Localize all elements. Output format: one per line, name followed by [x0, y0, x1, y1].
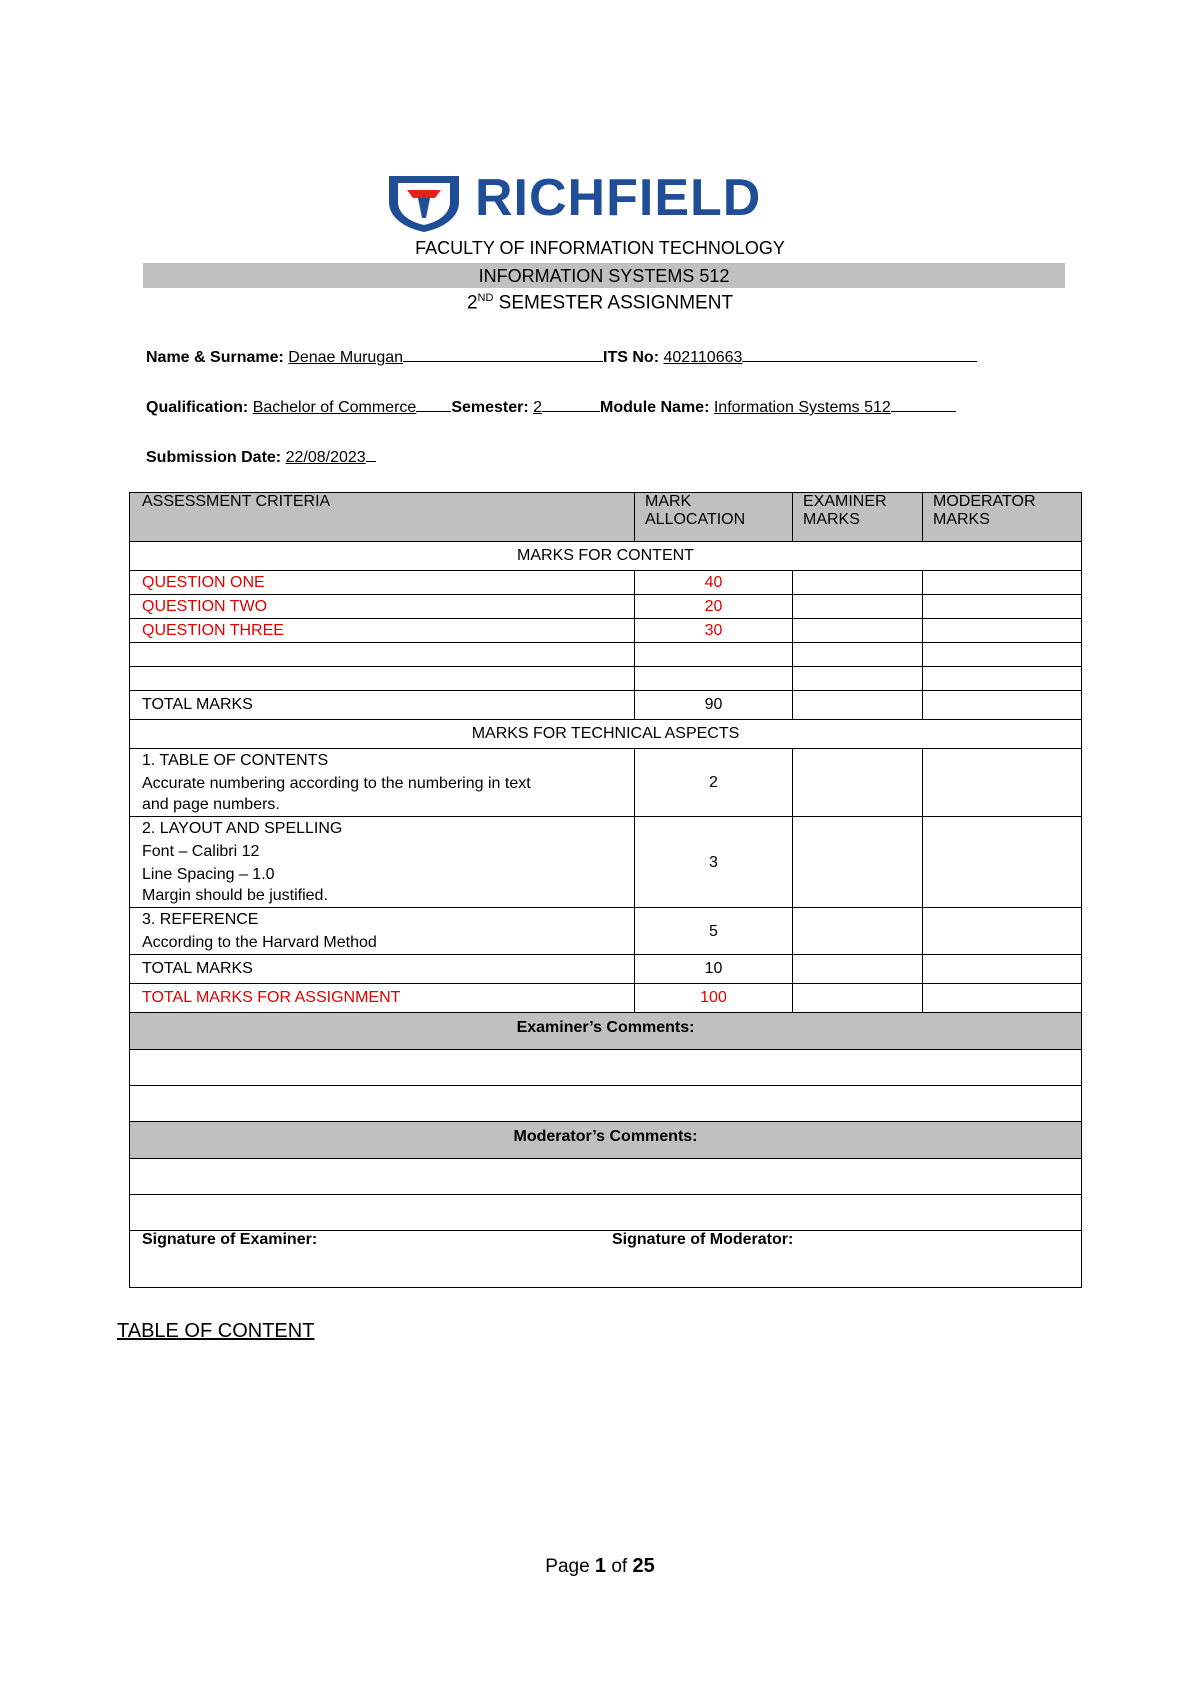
- qualification-row: [146, 397, 956, 417]
- logo-wordmark: RICHFIELD: [475, 169, 762, 227]
- submission-row: [146, 447, 376, 467]
- qualification-label: Qualification:: [146, 399, 249, 416]
- table-row: [130, 749, 1082, 817]
- assignment-total-label: TOTAL MARKS FOR ASSIGNMENT: [130, 984, 635, 1013]
- signature-examiner: Signature of Examiner:: [142, 1231, 318, 1248]
- module-title: INFORMATION SYSTEMS 512: [143, 263, 1065, 288]
- semester-text: SEMESTER ASSIGNMENT: [493, 292, 734, 314]
- content-total-label: TOTAL MARKS: [130, 691, 635, 720]
- technical-section-title: MARKS FOR TECHNICAL ASPECTS: [130, 720, 1082, 749]
- technical-criteria: [130, 817, 635, 908]
- assessment-table: [129, 492, 1082, 1288]
- technical-title: 2. LAYOUT AND SPELLING: [142, 820, 343, 837]
- moderator-mark-cell: [923, 595, 1082, 619]
- table-row: [130, 908, 1082, 955]
- question-mark: 20: [635, 595, 793, 619]
- moderator-comments-header: [130, 1122, 1082, 1159]
- table-row: [130, 817, 1082, 908]
- examiner-comment-line: [130, 1086, 1082, 1122]
- semester-value: 2: [533, 399, 543, 416]
- moderator-comment-line: [130, 1159, 1082, 1195]
- technical-line: Line Spacing – 1.0: [142, 866, 275, 883]
- page-total: 25: [632, 1555, 655, 1577]
- faculty-title: FACULTY OF INFORMATION TECHNOLOGY: [415, 238, 785, 258]
- toc-heading: TABLE OF CONTENT: [117, 1320, 315, 1342]
- examiner-mark-cell: [793, 619, 923, 643]
- question-label: QUESTION THREE: [130, 619, 635, 643]
- content-section-row: [130, 542, 1082, 571]
- signature-cell: [130, 1231, 1082, 1288]
- technical-line: and page numbers.: [142, 796, 280, 813]
- table-row: [130, 619, 1082, 643]
- name-value: Denae Murugan: [288, 349, 404, 366]
- assignment-total-value: 100: [635, 984, 793, 1013]
- technical-criteria: [130, 908, 635, 955]
- moderator-mark-cell: [923, 619, 1082, 643]
- examiner-comments-header: [130, 1013, 1082, 1050]
- semester-underline: [542, 397, 600, 412]
- shield-icon: [385, 172, 463, 234]
- moderator-comments-label: Moderator’s Comments:: [130, 1122, 1082, 1159]
- qualification-underline: [416, 397, 451, 412]
- technical-mark: 2: [635, 749, 793, 817]
- its-value: 402110663: [663, 349, 743, 366]
- module-value: Information Systems 512: [713, 399, 891, 416]
- its-label: ITS No:: [603, 349, 660, 366]
- its-underline: [742, 347, 977, 362]
- technical-section-row: [130, 720, 1082, 749]
- semester-label: Semester:: [451, 399, 529, 416]
- examiner-mark-cell: [793, 595, 923, 619]
- technical-criteria: [130, 749, 635, 817]
- table-header-row: [130, 493, 1082, 542]
- question-label: QUESTION ONE: [130, 571, 635, 595]
- examiner-mark-cell: [793, 571, 923, 595]
- signature-moderator: Signature of Moderator:: [612, 1231, 794, 1248]
- qualification-value: Bachelor of Commerce: [252, 399, 417, 416]
- module-label: Module Name:: [600, 399, 710, 416]
- technical-total-label: TOTAL MARKS: [130, 955, 635, 984]
- technical-mark: 5: [635, 908, 793, 955]
- name-row: [146, 347, 977, 367]
- question-mark: 30: [635, 619, 793, 643]
- semester-suffix: ND: [477, 292, 494, 304]
- page-footer: [0, 1555, 1200, 1578]
- header-examiner-marks: EXAMINER MARKS: [793, 493, 923, 542]
- technical-line: Margin should be justified.: [142, 887, 328, 904]
- technical-line: Font – Calibri 12: [142, 843, 260, 860]
- technical-title: 3. REFERENCE: [142, 911, 259, 928]
- of-label: of: [611, 1556, 628, 1577]
- empty-row: [130, 643, 1082, 667]
- name-underline: [403, 347, 603, 362]
- submission-value: 22/08/2023: [285, 449, 366, 466]
- examiner-comments-label: Examiner’s Comments:: [130, 1013, 1082, 1050]
- assignment-total-row: [130, 984, 1082, 1013]
- name-label: Name & Surname:: [146, 349, 284, 366]
- content-section-title: MARKS FOR CONTENT: [130, 542, 1082, 571]
- submission-label: Submission Date:: [146, 449, 282, 466]
- question-label: QUESTION TWO: [130, 595, 635, 619]
- table-row: [130, 571, 1082, 595]
- page-current: 1: [594, 1555, 607, 1577]
- technical-mark: 3: [635, 817, 793, 908]
- submission-underline: [366, 447, 376, 462]
- semester-number: 2: [466, 292, 478, 314]
- content-total-value: 90: [635, 691, 793, 720]
- semester-title: [0, 292, 1200, 314]
- technical-title: 1. TABLE OF CONTENTS: [142, 752, 329, 769]
- empty-row: [130, 667, 1082, 691]
- richfield-logo: [385, 169, 825, 234]
- technical-line: Accurate numbering according to the numbering in text: [142, 775, 531, 792]
- module-underline: [891, 397, 956, 412]
- question-mark: 40: [635, 571, 793, 595]
- signature-row: [130, 1231, 1082, 1288]
- technical-total-value: 10: [635, 955, 793, 984]
- page-label: Page: [545, 1556, 590, 1577]
- header-moderator-marks: MODERATOR MARKS: [923, 493, 1082, 542]
- moderator-mark-cell: [923, 571, 1082, 595]
- technical-line: According to the Harvard Method: [142, 934, 377, 951]
- header-criteria: ASSESSMENT CRITERIA: [130, 493, 635, 542]
- table-row: [130, 595, 1082, 619]
- examiner-comment-line: [130, 1050, 1082, 1086]
- technical-total-row: [130, 955, 1082, 984]
- moderator-comment-line: [130, 1195, 1082, 1231]
- header-mark-allocation: MARK ALLOCATION: [635, 493, 793, 542]
- content-total-row: [130, 691, 1082, 720]
